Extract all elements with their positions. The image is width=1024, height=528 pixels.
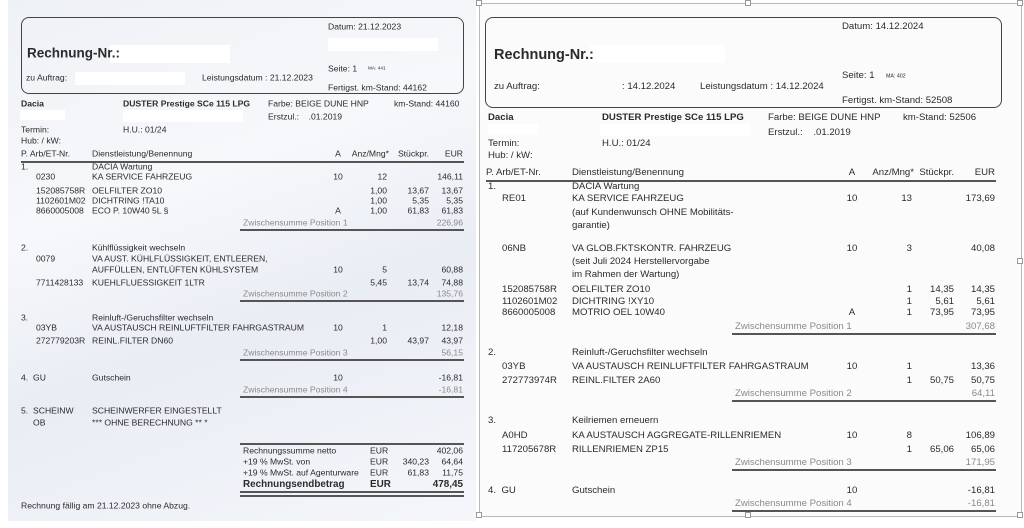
item-amount: 146,11 [437,171,463,182]
item-amount: 74,88 [441,277,463,288]
grand-total-amount: 478,45 [432,479,463,491]
vehicle-make: Dacia [488,112,514,124]
position-number: 1. [488,181,497,193]
item-description: SCHEINWERFER EINGESTELLT [92,405,222,416]
subtotal-amount: 171,95 [965,457,995,469]
vehicle-make: Dacia [21,98,44,109]
item-a: 10 [846,485,858,497]
column-header-a: A [848,167,856,179]
item-a: 10 [846,243,858,255]
item-quantity: 1,00 [370,195,387,206]
mileage: km-Stand: 44160 [394,98,460,109]
item-quantity: 12 [377,171,387,182]
position-number: 3. [21,312,29,323]
item-description: (seit Juli 2024 Herstellervorgabe [572,256,710,268]
item-unit-price: 65,06 [929,444,954,456]
item-description: AUFFÜLLEN, ENTLÜFTEN KÜHLSYSTEM [92,264,259,275]
total-base: 340,23 [402,456,429,467]
displacement-power-label: Hub: / kW: [488,150,533,162]
position-title: Keilriemen erneuern [572,415,659,427]
total-currency: EUR [370,479,391,491]
item-code: 1102601M02 [36,195,86,206]
subtotal-amount: 226,96 [436,217,463,228]
item-code: 8660005008 [36,205,84,216]
item-quantity: 13 [901,193,912,205]
header-rule [486,180,996,182]
item-quantity: 1,00 [370,205,387,216]
item-quantity: 1,00 [370,185,387,196]
subtotal-label: Zwischensumme Position 1 [735,321,852,333]
item-description: *** OHNE BERECHNUNG ** * [92,417,208,428]
vehicle-model: DUSTER Prestige SCe 115 LPG [123,98,251,109]
total-currency: EUR [370,445,389,456]
item-description: VA AUSTAUSCH REINLUFTFILTER FAHRGASTRAUM [92,322,305,333]
position-title: Reinluft-/Geruchsfilter wechseln [92,312,214,323]
item-description: MOTRIO OEL 10W40 [572,307,665,319]
item-code: 272779203R [36,335,86,346]
item-code: 272773974R [502,375,557,387]
total-base: 61,83 [407,467,429,478]
column-header-description: Dienstleistung/Benennung [572,167,685,179]
column-header-quantity: Anz/Mng* [872,167,914,179]
selection-handle [745,512,751,518]
total-amount: 64,64 [441,456,463,467]
subtotal-rule [732,469,996,471]
selection-handle [476,512,482,518]
item-a: 10 [846,361,858,373]
item-unit-price: 50,75 [929,375,954,387]
total-amount: 402,06 [436,445,463,456]
total-currency: EUR [370,456,389,467]
position-title: Reinluft-/Geruchsfilter wechseln [572,347,708,359]
item-description: OELFILTER ZO10 [92,185,163,196]
subtotal-label: Zwischensumme Position 3 [243,347,348,358]
item-description: ECO P. 10W40 5L § [92,205,169,216]
subtotal-label: Zwischensumme Position 1 [243,217,348,228]
subtotal-rule [732,333,996,335]
page-number: Seite: 1 [328,63,358,74]
item-code: 1102601M02 [502,296,558,308]
item-quantity: 5,45 [370,277,387,288]
total-label: +19 % MwSt. von [243,456,311,467]
item-amount: 5,61 [976,296,995,308]
date: Datum: 21.12.2023 [328,21,402,32]
item-amount: 14,35 [970,284,995,296]
item-code: 117205678R [502,444,557,456]
subtotal-rule [240,300,464,302]
item-code: 03YB [502,361,526,373]
total-amount: 11,75 [442,467,463,478]
selection-handle [745,0,751,6]
column-header-position: P. Arb/ET-Nr. [486,167,541,179]
redaction-box [123,110,243,122]
subtotal-amount: 56,15 [441,347,463,358]
item-unit-price: 5,35 [412,195,429,206]
item-code: 152085758R [502,284,557,296]
subtotal-rule [240,359,464,361]
column-header-eur: EUR [974,167,995,179]
position-number: 4. [488,485,497,497]
item-quantity: 5 [382,264,387,275]
first-registration: Erstzul.: .01.2019 [768,127,851,139]
service-date: Leistungsdatum : 21.12.2023 [202,72,313,83]
selection-handle [1017,512,1023,518]
selection-handle [1017,258,1023,264]
subtotal-amount: 64,11 [971,388,995,400]
position-number: 2. [488,347,497,359]
item-quantity: 1 [906,284,912,296]
ma-code: MA: 402 [886,73,906,80]
position-number: 2. [21,242,29,253]
item-unit-price: 43,97 [407,335,429,346]
item-quantity: 1 [906,296,912,308]
item-code: 06NB [502,243,526,255]
redaction-box [488,124,538,134]
totals-top-rule [240,443,464,445]
item-amount: 173,69 [965,193,995,205]
item-amount: 106,89 [965,430,995,442]
item-a: 10 [333,322,343,333]
subtotal-amount: -16,81 [438,384,463,395]
subtotal-amount: 307,68 [965,321,995,333]
redaction-box [600,124,750,136]
position-number: 3. [488,415,497,427]
subtotal-rule [732,510,996,512]
appointment-label: Termin: [488,138,520,150]
appointment-label: Termin: [21,124,50,135]
item-description: DICHTRING !TA10 [92,195,165,206]
grand-total-rule [240,495,464,497]
item-description: DICHTRING !XY10 [572,296,655,308]
column-header-unit-price: Stückpr. [397,148,429,159]
item-amount: 60,88 [441,264,463,275]
subtotal-amount: 135,76 [436,288,463,299]
vehicle-color: Farbe: BEIGE DUNE HNP [768,112,881,124]
grand-total-label: Rechnungsendbetrag [243,479,345,491]
item-description: VA AUST. KÜHLFLÜSSIGKEIT, ENTLEEREN, [92,253,268,264]
item-code: GU [501,485,516,497]
item-quantity: 1 [906,375,912,387]
item-description: VA GLOB.FKTSKONTR. FAHRZEUG [572,243,732,255]
total-label: Rechnungssumme netto [243,445,337,456]
item-description: RILLENRIEMEN ZP15 [572,444,669,456]
item-amount: 73,95 [970,307,995,319]
item-description: OELFILTER ZO10 [572,284,651,296]
item-a: 10 [333,372,343,383]
subtotal-label: Zwischensumme Position 4 [735,498,852,510]
item-code: 152085758R [36,185,86,196]
position-title: DACIA Wartung [572,181,640,193]
subtotal-rule [240,396,464,398]
order-label: zu Auftrag: [26,72,68,83]
item-unit-price: 14,35 [929,284,954,296]
inspection-date: H.U.: 01/24 [602,138,651,150]
column-header-description: Dienstleistung/Benennung [92,148,193,159]
item-amount: 12,18 [441,322,463,333]
item-description: Gutschein [572,485,616,497]
subtotal-rule [240,229,464,231]
completion-mileage: Fertigst. km-Stand: 44162 [328,82,427,93]
total-label: +19 % MwSt. auf Agenturware [243,467,359,478]
position-number: 4. [21,372,29,383]
page-number: Seite: 1 [842,70,875,82]
payment-terms: Rechnung fällig am 21.12.2023 ohne Abzug. [21,500,191,511]
column-header-position: P. Arb/ET-Nr. [21,148,71,159]
subtotal-rule [732,400,996,402]
item-unit-price: 73,95 [929,307,954,319]
item-quantity: 8 [906,430,912,442]
item-description: (auf Kundenwunsch OHNE Mobilitäts- [572,206,734,218]
subtotal-amount: -16,81 [967,498,995,510]
item-amount: -16,81 [438,372,463,383]
ma-code: MA: 441 [368,66,386,72]
item-code: OB [33,417,46,428]
displacement-power-label: Hub: / kW: [21,135,61,146]
item-unit-price: 13,67 [407,185,429,196]
item-code: A0HD [502,430,528,442]
item-a: A [848,307,856,319]
redaction-box [20,110,65,120]
column-header-eur: EUR [444,148,463,159]
item-amount: -16,81 [967,485,995,497]
item-description: KA SERVICE FAHRZEUG [572,193,684,205]
item-quantity: 1 [906,307,912,319]
position-title: Kühlflüssigkeit wechseln [92,242,186,253]
item-description: Gutschein [92,372,131,383]
vehicle-color: Farbe: BEIGE DUNE HNP [268,98,369,109]
item-amount: 5,35 [446,195,463,206]
item-unit-price: 13,74 [407,277,429,288]
item-description: REINL.FILTER 2A60 [572,375,661,387]
item-description: KA AUSTAUSCH AGGREGATE-RILLENRIEMEN [572,430,782,442]
order-date: : 14.12.2024 [622,81,676,93]
item-quantity: 3 [906,243,912,255]
subtotal-label: Zwischensumme Position 2 [735,388,852,400]
mileage: km-Stand: 52506 [903,112,977,124]
item-code: 03YB [36,322,58,333]
selection-handle [476,0,482,6]
item-code: 0079 [36,253,56,264]
invoice-number-label: Rechnung-Nr.: [494,46,594,63]
item-amount: 40,08 [970,243,995,255]
item-quantity: 1 [906,361,912,373]
grand-total-rule [240,491,464,493]
first-registration: Erstzul.: .01.2019 [268,111,343,122]
item-code: SCHEINW [33,405,74,416]
vehicle-model: DUSTER Prestige SCe 115 LPG [602,112,744,124]
item-description: REINL.FILTER DN60 [92,335,174,346]
item-quantity: 1,00 [370,335,387,346]
item-amount: 43,97 [441,335,463,346]
item-amount: 50,75 [970,375,995,387]
column-header-a: A [335,148,341,159]
invoice-number-label: Rechnung-Nr.: [27,45,120,61]
item-quantity: 1 [906,444,912,456]
item-code: 7711428133 [36,277,84,288]
item-description: KUEHLFLUESSIGKEIT 1LTR [92,277,205,288]
item-unit-price: 5,61 [935,296,954,308]
position-title: DACIA Wartung [92,161,153,172]
column-header-unit-price: Stückpr. [919,167,954,179]
item-unit-price: 61,83 [407,205,429,216]
item-a: 10 [333,264,343,275]
item-quantity: 1 [382,322,387,333]
position-number: 5. [21,405,29,416]
inspection-date: H.U.: 01/24 [123,124,167,135]
header-rule [21,161,464,163]
column-header-quantity: Anz/Mng* [351,148,389,159]
item-code: GU [33,372,46,383]
completion-mileage: Fertigst. km-Stand: 52508 [842,95,953,107]
item-code: 0230 [36,171,56,182]
total-currency: EUR [370,467,389,478]
item-amount: 13,67 [441,185,463,196]
item-code: 8660005008 [502,307,556,319]
item-amount: 65,06 [970,444,995,456]
item-a: 10 [846,193,858,205]
order-label: zu Auftrag: [494,81,540,93]
item-a: 10 [846,430,858,442]
date: Datum: 14.12.2024 [842,21,924,33]
item-code: RE01 [502,193,526,205]
item-amount: 61,83 [441,205,463,216]
item-description: im Rahmen der Wartung) [572,269,680,281]
item-a: A [335,205,341,216]
item-description: garantie) [572,220,610,232]
service-date: Leistungsdatum : 14.12.2024 [700,81,824,93]
position-number: 1. [21,161,29,172]
item-description: KA SERVICE FAHRZEUG [92,171,193,182]
selection-handle [1017,0,1023,6]
item-description: VA AUSTAUSCH REINLUFTFILTER FAHRGASTRAUM [572,361,809,373]
subtotal-label: Zwischensumme Position 2 [243,288,348,299]
item-a: 10 [333,171,343,182]
item-amount: 13,36 [970,361,995,373]
subtotal-label: Zwischensumme Position 3 [735,457,852,469]
subtotal-label: Zwischensumme Position 4 [243,384,348,395]
